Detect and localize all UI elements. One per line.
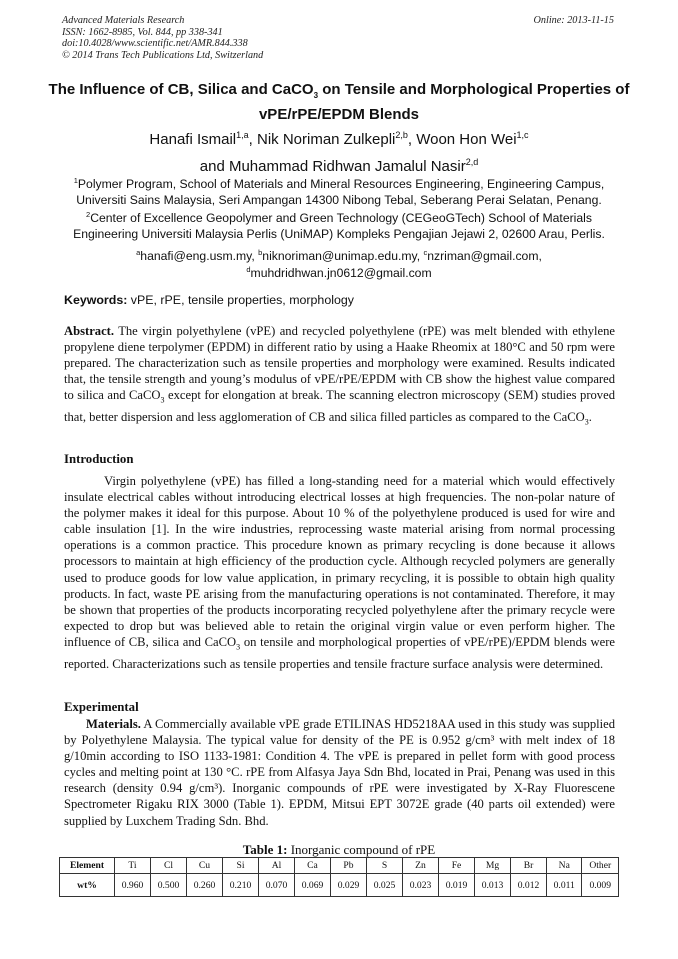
section-heading-experimental: Experimental	[64, 700, 139, 714]
table-cell: 0.011	[547, 874, 582, 897]
table-row-header: Element	[60, 858, 115, 874]
copyright-line: © 2014 Trans Tech Publications Ltd, Switzerland	[62, 49, 264, 61]
table-cell: Ti	[115, 858, 151, 874]
table-cell: 0.025	[367, 874, 403, 897]
issn-line: ISSN: 1662-8985, Vol. 844, pp 338-341	[62, 26, 223, 38]
author-name: Nik Noriman Zulkepli	[256, 131, 396, 148]
table-cell: Zn	[403, 858, 439, 874]
table-row	[60, 858, 619, 874]
journal-name: Advanced Materials Research	[62, 15, 185, 26]
table-cell: Mg	[475, 858, 511, 874]
affiliation-1: $^1$Polymer Program, School of Materials and Mineral Resources Engineering, Engineering Campus, Universiti Sains Malaysia, Seri Ampangan 14300 Nibong Tebal, Seberang Perai Selatan, Penang.	[73, 176, 605, 208]
table-cell: 0.009	[582, 874, 619, 897]
table-cell: Cl	[151, 858, 187, 874]
introduction-paragraph: Virgin polyethylene (vPE) has filled a long-standing need for a material which would effectively insulate electrical cables without introducing electrical losses at high frequencies. The non-polar nature of the polymer makes it ideal for this purpose. About 10 % of the polyethylene produced is used for wire and cable insulation [1]. In the wire industries, reprocessing waste material arising from normal processing operations is a common practice. This procedure known as primary recycling is done because it allows processors to maintain at high efficiency of the production cycle. Although recycled polymers are generally used to produce goods for low value application, in primary recycling, it is possible to obtain high quality products. In fact, waste PE arising from the manufacturing operations is not contaminated. Therefore, it may be shown that properties of the products incorporating recycled polyethylene after the primary recycle were expected to drop but was believed able to retain the original virgin value or even perform higher. The influence of CB, silica and CaCO$_3$ on tensile and morphological properties of vPE/rPE)/EPDM blends were reported. Characterizations such as tensile properties and tensile fracture surface analysis were determined.	[64, 474, 615, 671]
author-name: Woon Hon Wei	[416, 131, 517, 148]
table-cell: 0.210	[223, 874, 259, 897]
table-cell: Br	[511, 858, 547, 874]
table-row	[60, 874, 619, 897]
section-heading-introduction: Introduction	[64, 452, 134, 466]
table-cell: Al	[259, 858, 295, 874]
table-caption: Table 1: Inorganic compound of rPE	[242, 842, 436, 857]
author-name: and Muhammad Ridhwan Jamalul Nasir	[199, 158, 466, 175]
email-link[interactable]: muhdridhwan.jn0612@gmail.com	[250, 266, 432, 281]
inorganic-compound-table	[59, 857, 619, 897]
affiliation-2: $^2$Center of Excellence Geopolymer and Green Technology (CEGeoGTech) School of Materials Engineering Universiti Malaysia Perlis (UniMAP) Kompleks Pengajian Jejawi 2, 02600 Arau, Perlis.	[73, 210, 605, 242]
doi-line: doi:10.4028/www.scientific.net/AMR.844.338	[62, 38, 248, 50]
email-link[interactable]: nzriman@gmail.com,	[427, 249, 542, 264]
journal-header	[62, 15, 614, 61]
table-cell: 0.019	[439, 874, 475, 897]
table-cell: 0.069	[295, 874, 331, 897]
email-link[interactable]: niknoriman@unimap.edu.my,	[262, 249, 421, 264]
table-cell: Pb	[331, 858, 367, 874]
table-cell: Na	[547, 858, 582, 874]
table-cell: 0.260	[187, 874, 223, 897]
table-cell: 0.023	[403, 874, 439, 897]
materials-paragraph: Materials. A Commercially available vPE grade ETILINAS HD5218AA used in this study was supplied by Polyethylene Malaysia. The typical value for density of the PE is 0.952 g/cm³ with melt index of 18 g/10min according to ISO 1133-1981: Condition 4. The vPE is prepared in pellet form with good process cycles and melting point at 130 °C. rPE from Alfasya Jaya Sdn Bhd, located in Prai, Penang was used in this research (density 0.94 g/cm³). Inorganic compounds of rPE were investigated by X-Ray Fluorescene Spectrometer Rigaku RIX 3000 (Table 1). EPDM, Mitsui EPT 3072E grade (40 parts oil extended) were supplied by Luxchem Trading Sdn. Bhd.	[64, 717, 615, 828]
online-date: Online: 2013-11-15	[533, 15, 614, 26]
table-cell: 0.029	[331, 874, 367, 897]
table-row-header: wt%	[60, 874, 115, 897]
paper-title: The Influence of CB, Silica and CaCO$_3$ on Tensile and Morphological Properties of vPE/rPE/EPDM Blends	[48, 81, 630, 123]
table-cell: Si	[223, 858, 259, 874]
abstract: Abstract. The virgin polyethylene (vPE) and recycled polyethylene (rPE) was melt blended with ethylene propylene diene terpolymer (EPDM) in different ratio by using a Haake Rheomix at 180°C and 50 rpm were prepared. The characterization such as tensile properties and morphology were examined. Results indicated that, the tensile strength and young’s modulus of vPE/rPE/EPDM with CB show the highest value compared to silica and CaCO$_3$ except for elongation at break. The scanning electron microscopy (SEM) studies proved that, better dispersion and less agglomeration of CB and silica filled particles as compared to the CaCO$_3$.	[64, 324, 615, 427]
email-link[interactable]: hanafi@eng.usm.my,	[140, 249, 255, 264]
author-list: Hanafi Ismail$^{1,a}$, Nik Noriman Zulkepli$^{2,b}$, Woon Hon Wei$^{1,c}$ and Muhammad Ridhwan Jamalul Nasir$^{2,d}$	[149, 130, 529, 175]
table-cell: 0.012	[511, 874, 547, 897]
table-cell: Other	[582, 858, 619, 874]
table-cell: 0.013	[475, 874, 511, 897]
table-cell: Ca	[295, 858, 331, 874]
table-cell: Cu	[187, 858, 223, 874]
table-cell: S	[367, 858, 403, 874]
author-name: Hanafi Ismail	[149, 131, 237, 148]
author-emails: $^a$hanafi@eng.usm.my, $^b$niknoriman@unimap.edu.my, $^c$nzriman@gmail.com, $^d$muhdridhwan.jn0612@gmail.com	[136, 248, 542, 281]
table-cell: 0.500	[151, 874, 187, 897]
keywords: Keywords: vPE, rPE, tensile properties, morphology	[64, 293, 354, 307]
table-cell: Fe	[439, 858, 475, 874]
table-cell: 0.070	[259, 874, 295, 897]
table-cell: 0.960	[115, 874, 151, 897]
